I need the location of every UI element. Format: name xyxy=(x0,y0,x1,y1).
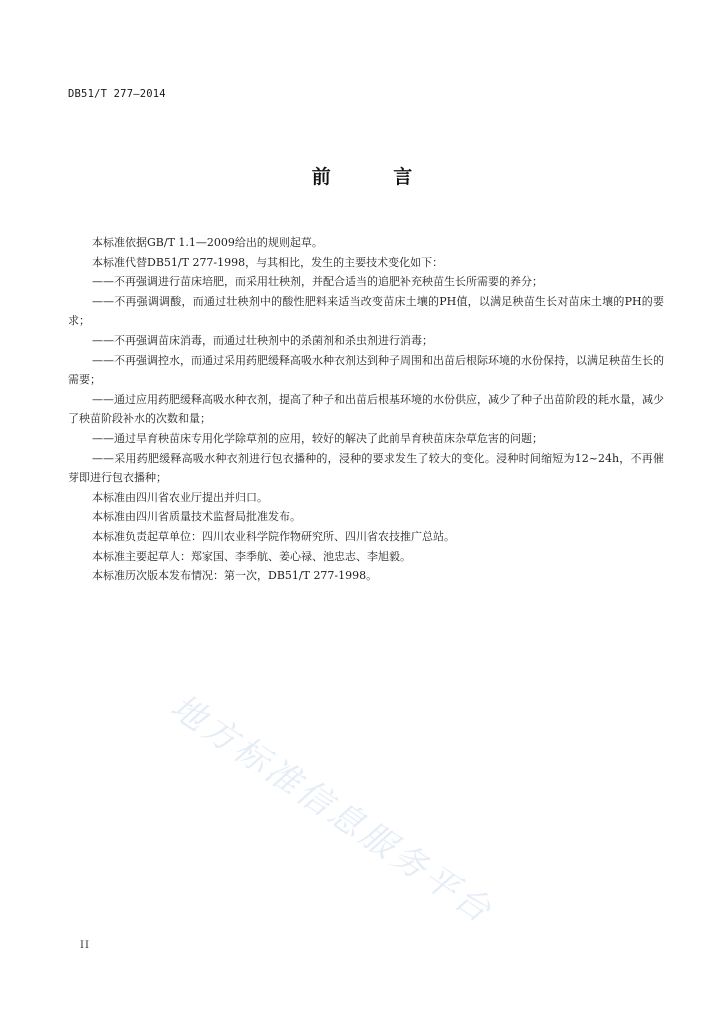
page-number: II xyxy=(80,940,90,951)
change-item-fertilizer: ——不再强调进行苗床培肥，而采用壮秧剂，并配合适当的追肥补充秧苗生长所需要的养分； xyxy=(92,275,543,289)
watermark: 地方标准信息服务平台 xyxy=(163,686,501,933)
paragraph-drafting-units: 本标准负责起草单位：四川农业科学院作物研究所、四川省农技推广总站。 xyxy=(92,529,455,543)
document-code-header: DB51/T 277—2014 xyxy=(68,88,166,100)
foreword-body xyxy=(68,233,664,586)
paragraph-proposer: 本标准由四川省农业厅提出并归口。 xyxy=(92,490,268,504)
paragraph-approver: 本标准由四川省质量技术监督局批准发布。 xyxy=(92,510,301,524)
change-item-seed-coating: ——通过应用药肥缓释高吸水种衣剂，提高了种子和出苗后根基环境的水份供应，减少了种子出苗阶段的耗水量，减少了秧苗阶段补水的次数和量； xyxy=(68,392,664,426)
change-item-water-control: ——不再强调控水，而通过采用药肥缓释高吸水种衣剂达到种子周围和出苗后根际环境的水份保持，以满足秧苗生长的需要； xyxy=(68,353,664,387)
change-item-herbicide: ——通过旱育秧苗床专用化学除草剂的应用，较好的解决了此前旱育秧苗床杂草危害的问题； xyxy=(92,431,543,445)
page-title: 前 言 xyxy=(311,166,441,188)
change-item-disinfection: ——不再强调苗床消毒，而通过壮秧剂中的杀菌剂和杀虫剂进行消毒； xyxy=(92,333,433,347)
paragraph-version-history: 本标准历次版本发布情况：第一次，DB51/T 277-1998。 xyxy=(92,569,378,583)
paragraph-replacement-note: 本标准代替DB51/T 277-1998，与其相比，发生的主要技术变化如下： xyxy=(92,255,444,269)
paragraph-drafting-basis: 本标准依据GB/T 1.1—2009给出的规则起草。 xyxy=(92,236,323,249)
change-item-soaking: ——采用药肥缓释高吸水种衣剂进行包衣播种的，浸种的要求发生了较大的变化。浸种时间缩短为12~24h，不再催芽即进行包衣播种； xyxy=(68,451,664,485)
change-item-acidity: ——不再强调调酸，而通过壮秧剂中的酸性肥料来适当改变苗床土壤的PH值，以满足秧苗生长对苗床土壤的PH的要求； xyxy=(68,294,664,328)
paragraph-drafters: 本标准主要起草人：郑家国、李季航、姜心禄、池忠志、李旭毅。 xyxy=(92,549,411,563)
